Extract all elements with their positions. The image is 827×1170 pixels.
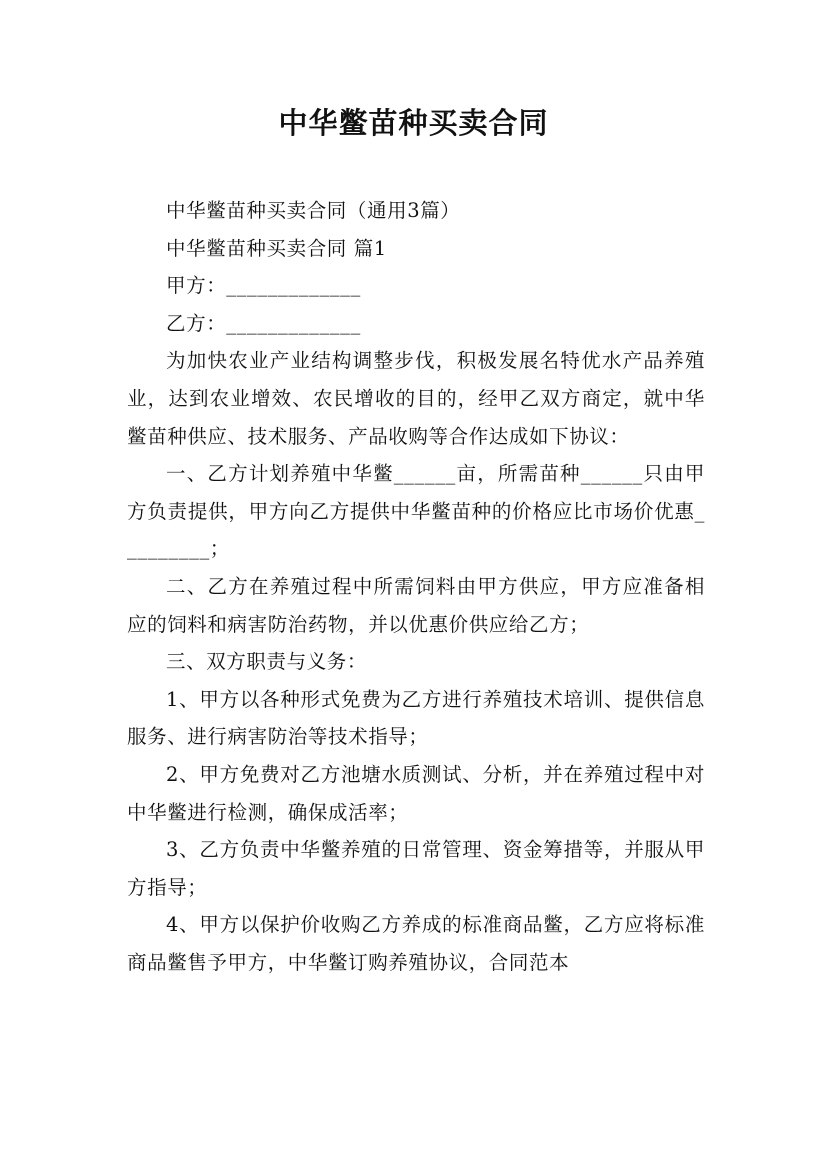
document-title: 中华鳖苗种买卖合同 — [278, 106, 549, 140]
clause-2: 二、乙方在养殖过程中所需饲料由甲方供应，甲方应准备相应的饲料和病害防治药物，并以优惠价供应给乙方； — [127, 574, 705, 636]
document-body — [127, 192, 705, 981]
clause-1: 一、乙方计划养殖中华鳖______亩，所需苗种______只由甲方负责提供，甲方向乙方提供中华鳖苗种的价格应比市场价优惠_________； — [127, 462, 705, 561]
clause-3-item-4: 4、甲方以保护价收购乙方养成的标准商品鳖，乙方应将标准商品鳖售予甲方，中华鳖订购养殖协议，合同范本 — [127, 913, 705, 974]
clause-3-item-1: 1、甲方以各种形式免费为乙方进行养殖技术培训、提供信息服务、进行病害防治等技术指导； — [127, 687, 705, 749]
paragraph-section-heading: 中华鳖苗种买卖合同 篇1 — [166, 236, 387, 260]
clause-3-item-2: 2、甲方免费对乙方池塘水质测试、分析，并在养殖过程中对中华鳖进行检测，确保成活率； — [127, 762, 705, 824]
paragraph-subtitle: 中华鳖苗种买卖合同（通用3篇） — [166, 199, 461, 222]
paragraph-preamble: 为加快农业产业结构调整步伐，积极发展名特优水产品养殖业，达到农业增效、农民增收的目的，经甲乙双方商定，就中华鳖苗种供应、技术服务、产品收购等合作达成如下协议： — [127, 349, 705, 448]
party-a-line: 甲方：_____________ — [166, 274, 361, 298]
clause-3-item-3: 3、乙方负责中华鳖养殖的日常管理、资金筹措等，并服从甲方指导； — [127, 838, 705, 899]
clause-3-heading: 三、双方职责与义务： — [166, 650, 368, 674]
party-b-line: 乙方：_____________ — [166, 311, 361, 335]
